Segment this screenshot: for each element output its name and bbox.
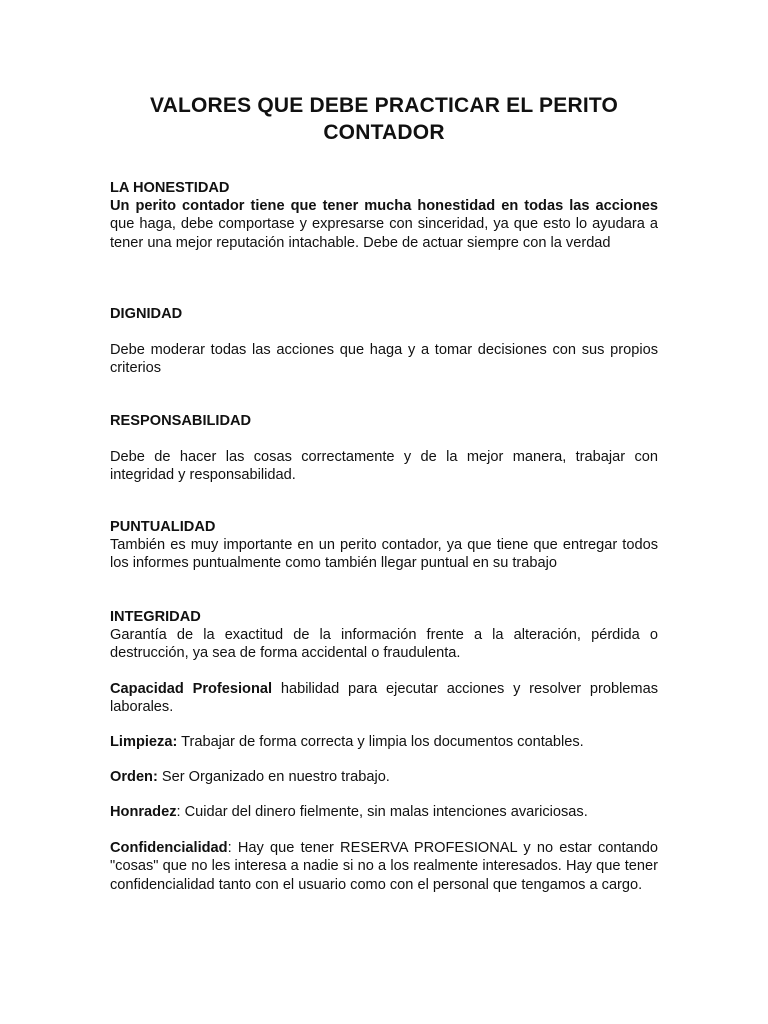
- term-limpieza: Limpieza:: [110, 734, 178, 750]
- section-heading-integridad: INTEGRIDAD: [110, 609, 201, 625]
- paragraph-confidencialidad: [110, 839, 658, 894]
- term-honradez: Honradez: [110, 804, 177, 820]
- honestidad-body-text: que haga, debe comportase y expresarse con sinceridad, ya que esto lo ayudara a tener una mejor reputación intachable. Debe de actuar siempre con la verdad: [110, 216, 658, 251]
- text-capacidad-profesional: habilidad para ejecutar acciones y resolver problemas laborales.: [110, 681, 658, 716]
- section-body-dignidad: Debe moderar todas las acciones que haga y a tomar decisiones con sus propios criterios: [110, 342, 658, 377]
- document-title-line-2: CONTADOR: [323, 121, 445, 144]
- section-heading-honestidad: LA HONESTIDAD: [110, 180, 230, 196]
- term-orden: Orden:: [110, 769, 158, 785]
- term-confidencialidad: Confidencialidad: [110, 840, 228, 856]
- section-body-honestidad: [110, 197, 658, 252]
- paragraph-capacidad-profesional: [110, 680, 658, 717]
- paragraph-honradez: [110, 803, 658, 821]
- text-honradez: : Cuidar del dinero fielmente, sin malas intenciones avariciosas.: [176, 804, 588, 820]
- section-body-integridad: Garantía de la exactitud de la información frente a la alteración, pérdida o destrucción, ya sea de forma accidental o fraudulenta.: [110, 627, 658, 662]
- section-body-responsabilidad: Debe de hacer las cosas correctamente y de la mejor manera, trabajar con integridad y responsabilidad.: [110, 449, 658, 484]
- honestidad-bold-lead: Un perito contador tiene que tener mucha honestidad en todas las acciones: [110, 198, 658, 214]
- section-heading-puntualidad: PUNTUALIDAD: [110, 519, 216, 535]
- term-capacidad-profesional: Capacidad Profesional: [110, 681, 273, 697]
- paragraph-orden: [110, 768, 658, 786]
- section-heading-responsabilidad: RESPONSABILIDAD: [110, 413, 252, 429]
- section-body-puntualidad: También es muy importante en un perito contador, ya que tiene que entregar todos los informes puntualmente como también llegar puntual en su trabajo: [110, 537, 658, 572]
- paragraph-limpieza: [110, 733, 658, 751]
- section-heading-dignidad: DIGNIDAD: [110, 306, 183, 322]
- text-confidencialidad: : Hay que tener RESERVA PROFESIONAL y no estar contando "cosas" que no les interesa a nadie si no a los realmente interesados. Hay que tener confidencialidad tanto con el usuario como con el personal que tengamos a cargo.: [110, 840, 658, 893]
- text-limpieza: Trabajar de forma correcta y limpia los documentos contables.: [177, 734, 584, 750]
- text-orden: Ser Organizado en nuestro trabajo.: [157, 769, 390, 785]
- document-title: [110, 92, 658, 146]
- document-title-line-1: VALORES QUE DEBE PRACTICAR EL PERITO: [149, 94, 619, 117]
